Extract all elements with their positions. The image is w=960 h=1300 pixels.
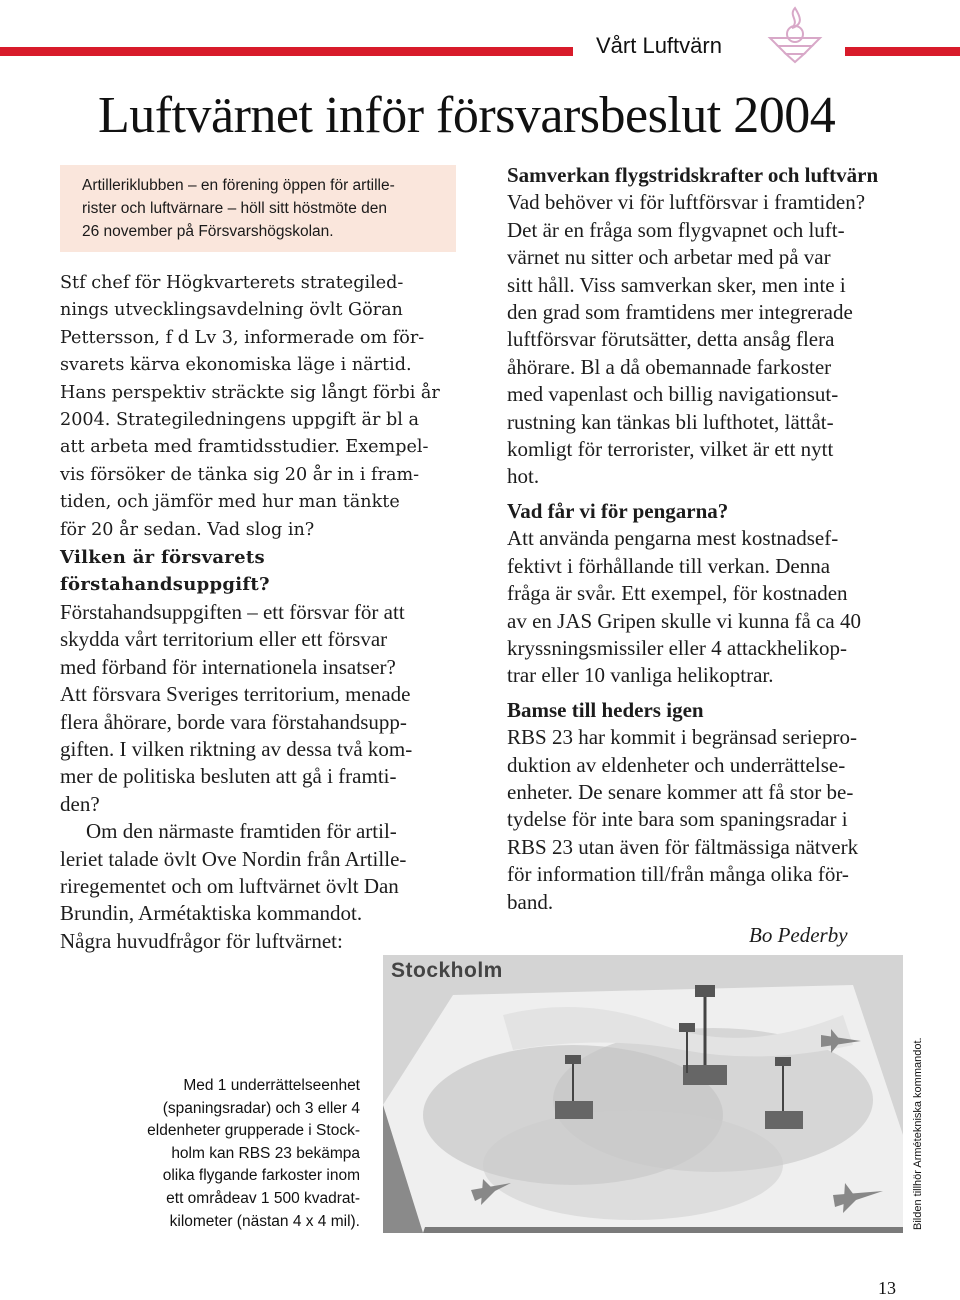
paragraph-line: Att använda pengarna mest kostnadsef- xyxy=(507,526,839,551)
paragraph-line: Stf chef för Högkvarterets strategiled- xyxy=(60,273,404,293)
paragraph-line: nings utvecklingsavdelning övlt Göran xyxy=(60,300,403,321)
paragraph-line: duktion av eldenheter och underrättelse- xyxy=(507,752,846,777)
ingress-line: rister och luftvärnare – höll sitt höstmöte den xyxy=(82,200,387,217)
magazine-masthead: Vårt Luftvärn xyxy=(596,33,722,58)
paragraph-line: kryssningsmissiler eller 4 attackhelikop- xyxy=(507,635,848,660)
subheading: Bamse till heders igen xyxy=(507,697,704,722)
paragraph-line: giften. I vilken riktning av dessa två kom- xyxy=(60,736,413,761)
paragraph-line: av en JAS Gripen skulle vi kunna få ca 40 xyxy=(507,608,861,633)
paragraph-line: Det är en fråga som flygvapnet och luft- xyxy=(507,217,845,242)
subheading: Vad får vi för pengarna? xyxy=(507,498,729,523)
paragraph-line: att arbeta med framtidsstudier. Exempel- xyxy=(60,437,429,458)
paragraph-line: riregementet och om luftvärnet övlt Dan xyxy=(60,873,399,898)
paragraph-line: Att försvara Sveriges territorium, menade xyxy=(60,682,411,707)
article-title: Luftvärnet inför försvarsbeslut 2004 xyxy=(98,87,836,144)
map-illustration xyxy=(383,955,903,1233)
subheading: Samverkan flygstridskrafter och luftvärn xyxy=(507,163,879,187)
paragraph-line: hot. xyxy=(507,464,540,489)
caption-line: Med 1 underrättelseenhet xyxy=(183,1077,360,1094)
figure-caption xyxy=(110,1075,360,1233)
article-column-right xyxy=(507,162,927,949)
paragraph-line: skydda vårt territorium eller ett försvar xyxy=(60,627,388,652)
paragraph-line: värnet nu sitter och arbetar med på var xyxy=(507,245,831,270)
coverage-area-shape xyxy=(483,1110,783,1220)
paragraph-line: fektivt i förhållande till verkan. Denna xyxy=(507,553,831,578)
paragraph-line: sitt håll. Viss samverkan sker, men inte i xyxy=(507,272,846,297)
paragraph-line: Hans perspektiv sträckte sig långt förbi år xyxy=(60,382,440,403)
paragraph-line: tiden, och jämför med hur man tänkte xyxy=(60,492,400,513)
paragraph-line: tydelse för inte bara som spaningsradar i xyxy=(507,807,848,832)
paragraph-line: Vad behöver vi för luftförsvar i framtiden? xyxy=(507,190,866,215)
ingress-line: 26 november på Försvarshögskolan. xyxy=(82,223,334,240)
page-number: 13 xyxy=(878,1278,896,1298)
paragraph-line: för 20 år sedan. Vad slog in? xyxy=(60,519,315,540)
paragraph-line: vis försöker de tänka sig 20 år in i fram- xyxy=(60,464,420,485)
paragraph-line: leriet talade övlt Ove Nordin från Artille- xyxy=(60,846,407,871)
paragraph-line: den grad som framtidens mer integrerade xyxy=(507,300,853,325)
paragraph-line: den? xyxy=(60,791,100,816)
paragraph-line: 2004. Strategiledningens uppgift är bl a xyxy=(60,410,419,431)
flame-grenade-emblem-icon xyxy=(764,4,826,64)
paragraph-line: band. xyxy=(507,889,554,914)
header-rule-right xyxy=(845,47,960,56)
author-signature: Bo Pederby xyxy=(749,922,848,947)
article-ingress xyxy=(60,165,456,252)
caption-line: kilometer (nästan 4 x 4 mil). xyxy=(169,1212,360,1230)
ingress-line: Artilleriklubben – en förening öppen för artille- xyxy=(82,177,395,194)
paragraph-line: flera åhörare, borde vara förstahandsupp- xyxy=(60,709,407,734)
paragraph-line: RBS 23 har kommit i begränsad seriepro- xyxy=(507,725,857,750)
paragraph-line: med vapenlast och billig navigationsut- xyxy=(507,382,839,407)
caption-line: ett områdeav 1 500 kvadrat- xyxy=(166,1189,360,1207)
paragraph-line: fråga är svår. Ett exempel, för kostnaden xyxy=(507,581,848,606)
paragraph-line: rustning kan tänkas bli lufthotet, lättåt- xyxy=(507,409,834,434)
map-label: Stockholm xyxy=(391,959,503,982)
paragraph-line: komligt för terrorister, vilket är ett nytt xyxy=(507,437,834,462)
paragraph-line: svarets kärva ekonomiska läge i närtid. xyxy=(60,355,412,376)
caption-line: holm kan RBS 23 bekämpa xyxy=(171,1144,360,1162)
paragraph-line: mer de politiska besluten att gå i framti- xyxy=(60,764,397,789)
paragraph-line: trar eller 10 vanliga helikoptrar. xyxy=(507,663,774,688)
paragraph-line: Några huvudfrågor för luftvärnet: xyxy=(60,928,343,953)
subheading: Vilken är försvarets förstahandsuppgift? xyxy=(60,547,270,596)
image-credit: Bilden tillhör Armétekniska kommandot. xyxy=(912,1037,924,1230)
paragraph-line: Förstahandsuppgiften – ett försvar för att xyxy=(60,599,405,624)
paragraph-line: åhörare. Bl a då obemannade farkoster xyxy=(507,354,832,379)
paragraph-line: Om den närmaste framtiden för artil- xyxy=(86,819,397,844)
paragraph-line: luftförsvar förutsätter, detta ansåg flera xyxy=(507,327,835,352)
paragraph-line: RBS 23 utan även för fältmässiga nätverk xyxy=(507,834,859,859)
article-column-left xyxy=(60,270,470,955)
header-rule-left xyxy=(0,47,573,56)
paragraph-line: med förband för internationela insatser? xyxy=(60,654,396,679)
rbs23-deployment-image xyxy=(383,955,903,1233)
paragraph-line: Pettersson, f d Lv 3, informerade om för- xyxy=(60,327,425,348)
caption-line: (spaningsradar) och 3 eller 4 xyxy=(162,1099,360,1117)
paragraph-line: för information till/från många olika för- xyxy=(507,862,849,887)
caption-line: eldenheter grupperade i Stock- xyxy=(147,1122,360,1140)
paragraph-line: Brundin, Armétaktiska kommandot. xyxy=(60,901,363,926)
caption-line: olika flygande farkoster inom xyxy=(162,1167,360,1185)
paragraph-line: enheter. De senare kommer att få stor be- xyxy=(507,779,854,804)
